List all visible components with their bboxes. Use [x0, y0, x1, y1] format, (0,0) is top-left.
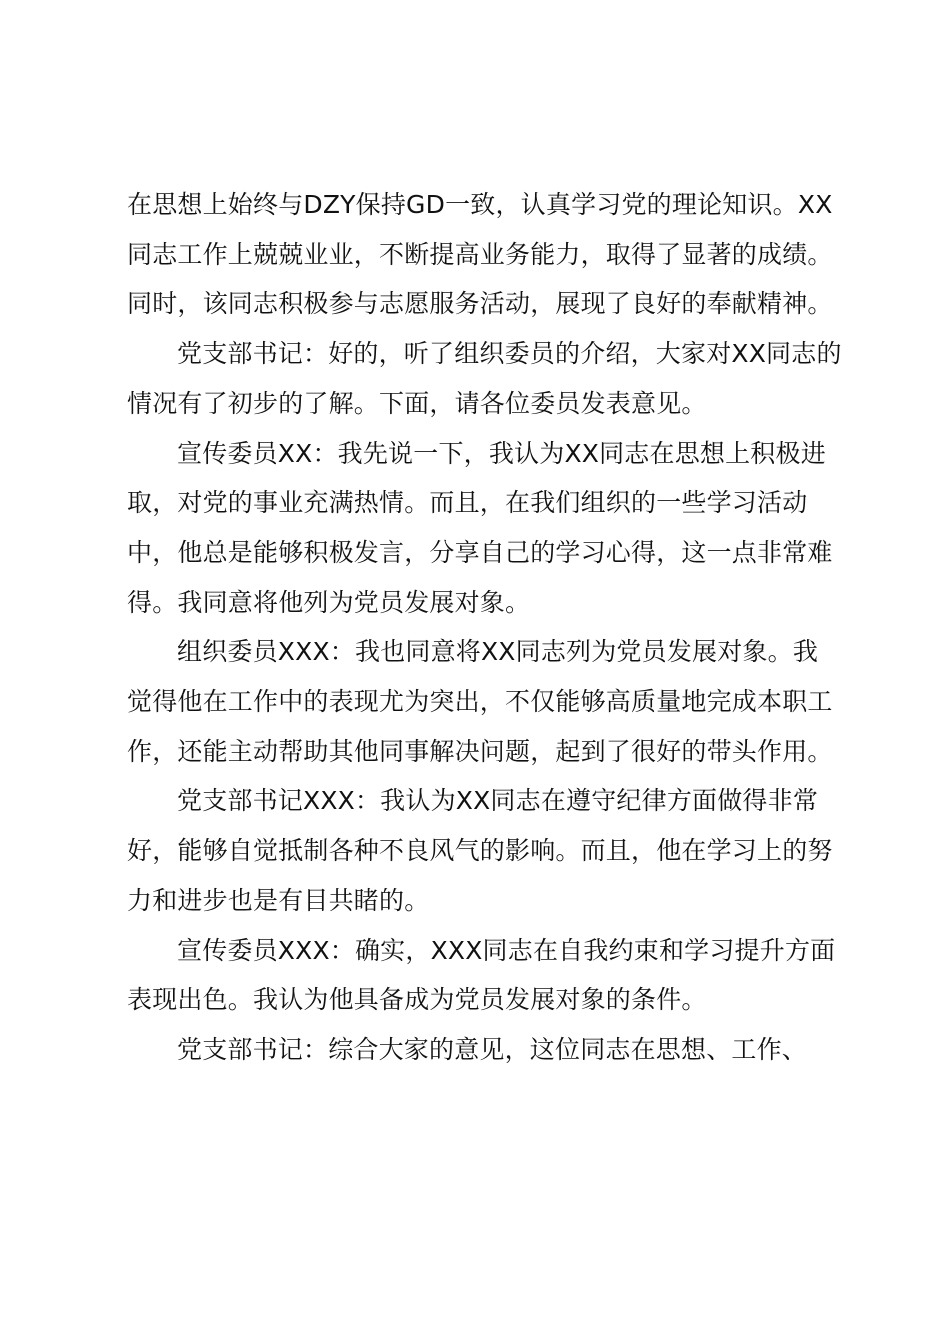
paragraph-2: 党支部书记：好的，听了组织委员的介绍，大家对XX同志的情况有了初步的了解。下面，请各位委员发表意见。 [127, 339, 842, 418]
paragraph-1: 在思想上始终与DZY保持GD一致，认真学习党的理论知识。XX同志工作上兢兢业业，不断提高业务能力，取得了显著的成绩。同时，该同志积极参与志愿服务活动，展现了良好的奉献精神。 [127, 190, 833, 319]
paragraph-6: 宣传委员XXX：确实，XXX同志在自我约束和学习提升方面表现出色。我认为他具备成为党员发展对象的条件。 [127, 935, 836, 1015]
paragraph-7: 党支部书记：综合大家的意见，这位同志在思想、工作、 [177, 1034, 808, 1064]
document-body [127, 180, 842, 1075]
paragraph-5: 党支部书记XXX：我认为XX同志在遵守纪律方面做得非常好，能够自觉抵制各种不良风气的影响。而且，他在学习上的努力和进步也是有目共睹的。 [127, 786, 833, 915]
paragraph-4: 组织委员XXX：我也同意将XX同志列为党员发展对象。我觉得他在工作中的表现尤为突出，不仅能够高质量地完成本职工作，还能主动帮助其他同事解决问题，起到了很好的带头作用。 [127, 637, 833, 766]
paragraph-3: 宣传委员XX：我先说一下，我认为XX同志在思想上积极进取，对党的事业充满热情。而且，在我们组织的一些学习活动中，他总是能够积极发言，分享自己的学习心得，这一点非常难得。我同意将他列为党员发展对象。 [127, 438, 833, 617]
